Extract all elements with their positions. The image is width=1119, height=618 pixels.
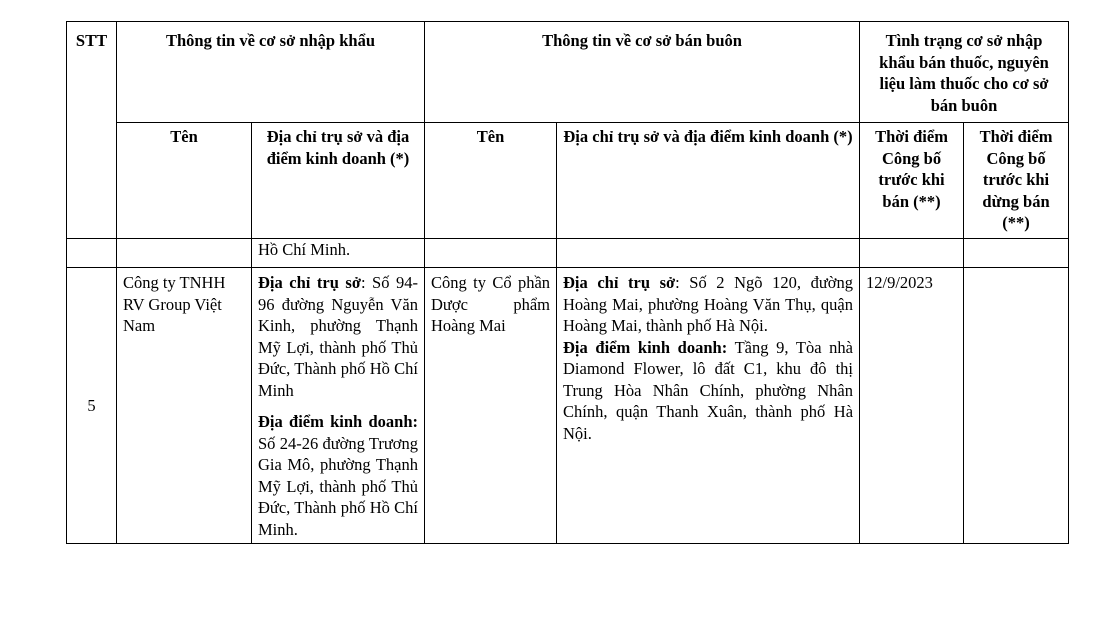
importer-header: Thông tin về cơ sở nhập khẩu [117,22,425,123]
importer-name-header: Tên [117,123,252,239]
wholesaler-address-header: Địa chỉ trụ sở và địa điểm kinh doanh (*) [557,123,860,239]
time-start-header: Thời điểm Công bố trước khi bán (**) [860,123,964,239]
wholesaler-hq-label: Địa chỉ trụ sở [563,273,676,292]
continuation-time-stop [964,239,1069,268]
time-start-value: 12/9/2023 [860,268,964,544]
importer-hq-label: Địa chỉ trụ sở [258,273,361,292]
wholesaler-biz-address [563,337,853,445]
continuation-importer-address: Hồ Chí Minh. [252,239,425,268]
continuation-wholesaler-name [425,239,557,268]
header-row-2 [67,123,1069,239]
row-stt: 5 [67,268,117,544]
importer-name: Công ty TNHH RV Group Việt Nam [117,268,252,544]
wholesaler-hq-address [563,272,853,337]
importer-address [252,268,425,544]
table-row [67,268,1069,544]
stt-header: STT [67,22,117,239]
importer-biz-label: Địa điểm kinh doanh: [258,412,419,431]
wholesaler-name: Công ty Cổ phần Dược phẩm Hoàng Mai [425,268,557,544]
time-stop-header: Thời điểm Công bố trước khi dừng bán (**) [964,123,1069,239]
wholesaler-address [557,268,860,544]
importer-hq-value: : Số 94-96 đường Nguyễn Văn Kinh, phường Thạnh Mỹ Lợi, thành phố Thủ Đức, Thành phố Hồ Chí Minh [258,273,419,400]
importer-biz-value: Số 24-26 đường Trương Gia Mô, phường Thạnh Mỹ Lợi, thành phố Thủ Đức, Thành phố Hồ Chí Minh. [258,433,419,539]
continuation-stt [67,239,117,268]
wholesaler-biz-value: Tầng 9, Tòa nhà Diamond Flower, lô đất C1, khu đô thị Trung Hòa Nhân Chính, phường Nhân Chính, quận Thanh Xuân, thành phố Hà Nội. [563,337,854,443]
continuation-time-start [860,239,964,268]
continuation-wholesaler-address [557,239,860,268]
header-row-1 [67,22,1069,123]
wholesaler-header: Thông tin về cơ sở bán buôn [425,22,860,123]
wholesaler-hq-value: : Số 2 Ngõ 120, đường Hoàng Mai, phường Hoàng Văn Thụ, quận Hoàng Mai, thành phố Hà Nội. [563,273,854,335]
wholesaler-biz-label: Địa điểm kinh doanh: [563,337,728,357]
importer-hq-address [258,272,418,401]
time-stop-value [964,268,1069,544]
registry-table [66,21,1069,544]
wholesaler-name-header: Tên [425,123,557,239]
continuation-importer-name [117,239,252,268]
status-header: Tình trạng cơ sở nhập khẩu bán thuốc, nguyên liệu làm thuốc cho cơ sở bán buôn [860,22,1069,123]
continuation-row [67,239,1069,268]
importer-biz-address [258,411,418,540]
importer-address-header: Địa chỉ trụ sở và địa điểm kinh doanh (*) [252,123,425,239]
